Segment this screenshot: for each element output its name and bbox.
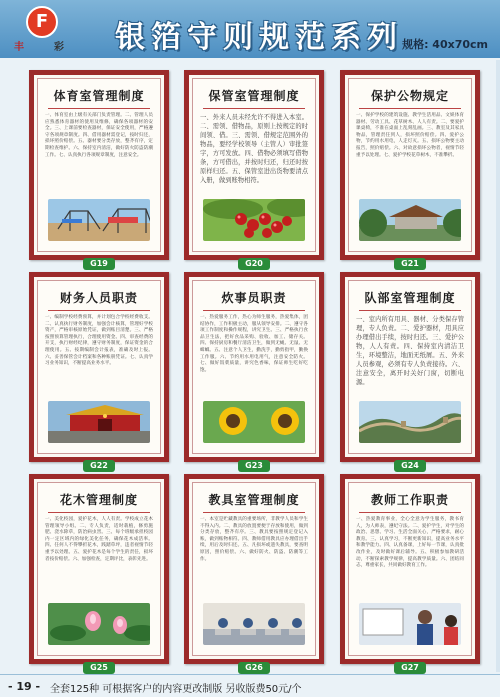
poster-title: 花木管理制度 (59, 493, 138, 507)
poster-body: 一、室内所有用具、器材、分类保存管理，专人负责。二、爱护器材，用具应办理借出手续，按时归还。三、爱护公物，人人有责。四、保持室内清洁卫生，环境整洁，地面无纸屑。五、外来人员参观，必须有专人负责接待。六、注意安全，离开时关好门窗，切断电源。 (356, 316, 464, 386)
poster-body: 一、热爱教育事业，全心全意为学生服务，教书育人，为人师表，遵纪守法。二、爱护学生，对学生的政治、思想、学习、生活全面关心，严格要求，耐心教育。三、认真学习，不断更新知识，提高业务水平和教学能力。四、认真备课，上好每一节课，认真批改作业，及时做好课后辅导。五、积极参加教研活动，不断探索教学规律，提高教学质量。六、团结同志，尊重家长，共同做好教育工作。 (356, 517, 464, 569)
lotus-photo (48, 603, 150, 645)
cherry-photo (203, 199, 305, 241)
code-tag-g20: G20 (238, 258, 270, 270)
tiananmen-photo (48, 401, 150, 443)
teacher-photo (359, 603, 461, 645)
code-tag-g22: G22 (83, 460, 115, 472)
title-rule (48, 310, 150, 311)
page-header (0, 0, 500, 58)
code-tag-g27: G27 (394, 662, 426, 674)
poster-body: 一、热爱服务工作，热心为师生服务，热爱集体，团结协作，工作积极主动，服从领导安排。二、遵守各项工作制度和操作规程，讲究卫生。三、严格执行食品卫生法，把好食品采购、验收、加工、储存关。四、保持厨房和餐厅清洁卫生，做到无蝇、无鼠、无蟑螂。五、注意个人卫生，勤洗手，勤剪指甲，勤换工作服。六、节约用水用电用气，注意安全防火。七、做好饭菜质量，讲究色香味，保证师生吃好吃饱。 (200, 315, 308, 373)
poster-title: 炊事员职责 (221, 291, 287, 305)
title-rule (359, 108, 461, 109)
logo-right-char: 彩 (54, 42, 64, 53)
poster-body: 一、体育室由上级有关部门负责管理。二、管理人员应熟悉体育器材的使用及维修，确保各项器材的安全。三、上课前要检查器材，保证安全使用，严格遵守各项规章制度。四、借用器材需登记，按时归还，损坏照价赔偿。五、器材要分类存放，整齐有序，定期检查维护。六、保持室内清洁，做好防火防盗防潮工作。七、认真执行各项规章制度，注意安全。 (45, 113, 153, 158)
great-wall-photo (359, 401, 461, 443)
poster-card-g21 (340, 70, 480, 260)
poster-title: 教具室管理制度 (208, 493, 300, 507)
page-spine (496, 60, 500, 672)
poster-title: 保管室管理制度 (208, 89, 300, 103)
page-number: - 19 - (8, 680, 41, 693)
title-rule (48, 512, 150, 513)
poster-card-g27 (340, 474, 480, 664)
title-rule (359, 512, 461, 513)
poster-card-g26 (184, 474, 324, 664)
poster-card-g25 (29, 474, 169, 664)
poster-card-g22 (29, 272, 169, 462)
title-rule (48, 108, 150, 109)
code-tag-g25: G25 (83, 662, 115, 674)
poster-card-g24 (340, 272, 480, 462)
size-spec: 规格: 40x70cm (402, 38, 488, 51)
logo-circle: F (26, 6, 58, 38)
code-tag-g21: G21 (394, 258, 426, 270)
poster-title: 教师工作职责 (370, 493, 449, 507)
poster-body: 一、美化校园，爱护花木，人人有责。学校成立花木管理领导小组。二、专人负责，适时栽植，修剪施肥、浇水除草，防治病虫害。三、每个班级承担校园内一定区域内的绿化美化任务，确保花木成活率。四、任何人不得攀折花木，践踏草坪，违者视情节轻重予以处理。五、爱护花木是每个学生的责任，损坏者按价赔偿。六、加强检查，定期评比，表彰先进。 (45, 517, 153, 562)
series-title: 银箔守则规范系列 (115, 20, 403, 55)
title-rule (203, 512, 305, 513)
sunflower-photo (203, 401, 305, 443)
brand-logo (14, 6, 66, 54)
poster-title: 体育室管理制度 (53, 89, 145, 103)
footer-note: 全套125种 可根据客户的内容更改制版 另收版费50元/个 (50, 684, 302, 695)
poster-body: 一、外来人员未经允许不得进入本室。二、需领、借物品，原则上按规定的时间领、借。三、需领、借规定范围外的物品，要经学校领导（主管人）审批签字，方可发放。四、借物必须填写借物条，方可借出，并按时归还，归还时按原样归还。五、保管室进出货物要清点入册，做到账物相符。 (200, 114, 308, 184)
code-tag-g24: G24 (394, 460, 426, 472)
logo-left-char: 丰 (14, 42, 24, 53)
title-rule (359, 310, 461, 311)
poster-title: 财务人员职责 (59, 291, 138, 305)
poster-body: 一、编制学校经费预算，并计划包合学校经费收支。二、认真执行财务制度，加强会计核算，管理好学校资产，严格审核原始凭证，做到账目清楚。三、严格按照预算管理执行，合理使用资金。四、审查经费的开支，执行财经纪律，遵守财务制度，保证资金的合理使用。五、按期编制会计报表，准确及时上报。六、妥善保管会计档案和各种账册凭证。七、认真学习业务知识，不断提高业务水平。 (45, 315, 153, 367)
poster-body: 一、保护学校的建筑设施、教学生活用品、文娱体育器材、劳动工具、花草树木、人人有责。二、要爱护课桌椅，不准在桌面上乱刻乱画。三、教室及其家具物品，管理责任到人，损坏照价赔偿。四、爱护公物，节约用水用电，人走灯灭。五、损坏公物要主动报告，照价赔偿。六、对故意损坏公物者，视情节轻重予以处理。七、爱护学校花草树木，不准攀折。 (356, 113, 464, 158)
page-footer (0, 674, 500, 697)
poster-body: 一、本室是贮藏教具的重要场所，非教学人员和学生不得入内。二、教具的放置要便于存放和使用，做到分类存放，整齐有序。三、教具要按照规定登记入账，做到账物相符。四、教师借用教具应办理借出手续，用后及时归还。五、凡损坏或遗失教具，要查明原因，照价赔偿。六、做好防火、防盗、防潮等工作。 (200, 517, 308, 562)
code-tag-g26: G26 (238, 662, 270, 674)
code-tag-g23: G23 (238, 460, 270, 472)
poster-title: 保护公物规定 (370, 89, 449, 103)
title-rule (203, 310, 305, 311)
poster-card-g23 (184, 272, 324, 462)
pavilion-photo (359, 199, 461, 241)
poster-card-g20 (184, 70, 324, 260)
title-rule (203, 108, 305, 109)
playground-photo (48, 199, 150, 241)
poster-title: 队部室管理制度 (364, 291, 456, 305)
poster-card-g19 (29, 70, 169, 260)
code-tag-g19: G19 (83, 258, 115, 270)
classroom-photo (203, 603, 305, 645)
